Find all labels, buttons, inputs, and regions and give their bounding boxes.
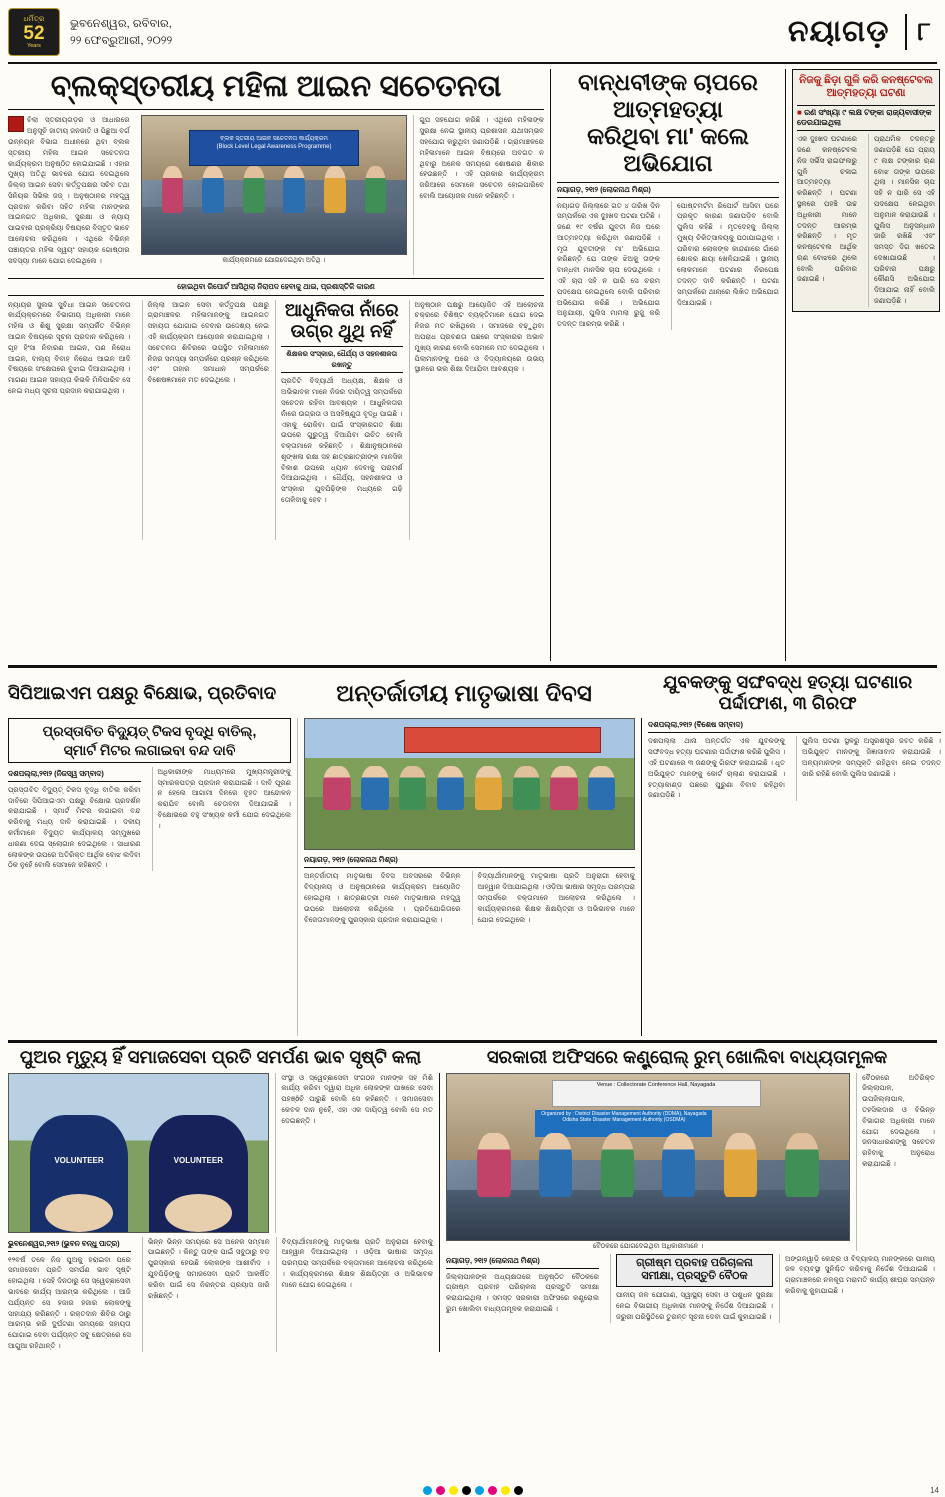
control-room-col-4: ବୈଠକରେ ଅତିରିକ୍ତ ଜିଲ୍ଲାପାଳ, ଉପଜିଲ୍ଲାପାଳ, ତହସିଲଦାର ଓ ବିଭିନ୍ନ ବିଭାଗର ଅଧିକାରୀ ମାନେ ଯୋଗ ଦେଇଥିଲେ । ଜନସାଧାରଣଙ୍କୁ ସଚେତନ ରହିବାକୁ ଅନୁରୋଧ କରାଯାଇଛି । <box>856 1073 935 1251</box>
lead-col-1: ବିଲା ସ୍ତରୀୟଗଡ଼ର ଓ ଆଧାରରେ ଅନୁସୂଚି ଜାତୀୟ ଜନଜାତି ଓ ପିଛୁଆ ବର୍ଗ ଉନ୍ନୟନ ବିଭାଗ ଅଧୀନରେ ଥିବା ବ୍ଲକ ସ୍ତରୀୟ ମହିଳା ଆଇନ ସଚେତନତା କାର୍ଯ୍ୟକ୍ରମ ଅନୁଷ୍ଠିତ ହୋଇଯାଇଛି । ଏହାର ମୁଖ୍ୟ ଅତିଥି ଭାବରେ ଯୋଗ ଦେଇଥିଲେ ଜିଲ୍ଲା ଆଇନ ସେବା କର୍ତ୍ତୃପକ୍ଷର ସଚିବ ତଥା ସିନିୟର ସିଭିଲ ଜଜ୍ । ଅନୁଷ୍ଠାନର ମହତ୍ତ୍ୱ ପ୍ରଦାନ କରିବା ସହିତ ମହିଳା ମାନଙ୍କର ଆଇନଗତ ଅଧିକାର, ସୁରକ୍ଷା ଓ ନ୍ୟାୟ ପାଇବାର ପ୍ରକ୍ରିୟା ବିଷୟରେ ବିସ୍ତୃତ ଭାବେ ଆଲୋଚନା କରିଥିଲେ । ଏଥିରେ ବିଭିନ୍ନ ପଞ୍ଚାୟତର ମହିଳା ସ୍ୱୟଂ ସହାୟକ ଗୋଷ୍ଠୀର ସଦସ୍ୟା ମାନେ ଯୋଗ ଦେଇଥିଲେ । <box>8 116 130 265</box>
volunteer-photo <box>8 1073 269 1233</box>
murder-col-1: ଦଶପଲ୍ଲା ଥାନା ଅନ୍ତର୍ଗତ ଏକ ଯୁବକଙ୍କୁ ସଙ୍ଘବଦ୍ଧ ହତ୍ୟା ଘଟଣାର ପର୍ଦ୍ଦାଫାଶ କରିଛି ପୁଲିସ । ଏହି ଘଟଣାରେ ୩ ଜଣଙ୍କୁ ଗିରଫ କରାଯାଇଛି । ଧୃତ ଅଭିଯୁକ୍ତ ମାନଙ୍କୁ କୋର୍ଟ ଚାଲାଣ କରାଯାଇଛି । ହତ୍ୟାକାଣ୍ଡ ପଛରେ ପୁରୁଣା ବିବାଦ ରହିଥିବା ଜଣାପଡ଼ିଛି । <box>648 737 786 800</box>
logo-anniversary-number: 52 <box>23 22 45 44</box>
volunteer-col-1-wrap <box>8 1237 136 1352</box>
lead-col-4: ଗୁପ ସହଯୋଗ କରିଛି । ଏଥିରେ ମହିଳାଙ୍କ ସୁରକ୍ଷା ନେଇ ସ୍ଥାନୀୟ ପ୍ରଶାସନ ଯଥାସମ୍ଭବ ସହଯୋଗ କରୁଥିବା ଜଣାପଡ଼ିଛି । ଗ୍ରାମାଞ୍ଚଳରେ ମହିଳାମାନେ ଆଇନ ବିଷୟରେ ଅବଗତ ନ ଥିବାରୁ ଅନେକ ସମୟରେ ଶୋଷଣର ଶିକାର ହେଉଛନ୍ତି । ଏହି ପ୍ରକାର କାର୍ଯ୍ୟକ୍ରମ ଜରିଆରେ ସେମାନେ ସଚେତନ ହୋଇପାରିବେ ବୋଲି ଆୟୋଜକ ମାନେ କହିଛନ୍ତି । <box>413 115 544 275</box>
color-registration-bar <box>0 1483 945 1497</box>
lead-photo-banner-text: ବ୍ଲକ ସ୍ତରୀୟ ଆଇନ ସଚେତନତା କାର୍ଯ୍ୟକ୍ରମ (Block Level Legal Awareness Programme) <box>216 135 332 150</box>
lead-photo-caption: କାର୍ଯ୍ୟକ୍ରମରେ ଯୋଗଦେଇଥିବା ଅତିଥି । <box>222 257 326 265</box>
cpim-byline: ଦଶପଲ୍ଲା,୨୧ା୨ (ନିଜସ୍ୱ ସମ୍ବାଦ) <box>8 767 141 782</box>
volunteer-badge-left: VOLUNTEER <box>54 1155 104 1165</box>
band2-headlines <box>8 672 937 714</box>
volunteer-col-1: ୧୨ବର୍ଷ ତଳେ ନିଜ ପୁଅକୁ ହରାଇବା ପରେ ସମାଜସେବା ପ୍ରତି ସମର୍ପଣ ଭାବ ସୃଷ୍ଟି ହୋଇଥିଲା । ସେହି ଦିନଠାରୁ ସେ ସ୍ୱେଚ୍ଛାସେବୀ ଭାବରେ କାର୍ଯ୍ୟ ଆରମ୍ଭ କରିଥିଲେ । ଆଜି ପର୍ଯ୍ୟନ୍ତ ସେ ହଜାର ହଜାର ଲୋକଙ୍କୁ ସାହାଯ୍ୟ କରିଛନ୍ତି । ରକ୍ତଦାନ ଶିବିର ଠାରୁ ଆରମ୍ଭ କରି ଦୁର୍ଘଟଣା ସମୟରେ ସହାୟତା ଯୋଗାଇ ଦେବା ପର୍ଯ୍ୟନ୍ତ ସବୁ କ୍ଷେତ୍ରରେ ସେ ଆଗୁଆ ରହିଥାନ୍ତି । <box>8 1255 131 1350</box>
language-byline: ନୟାଗଡ଼, ୨୧ା୨ (ଲୋକନାଥ ମିଶ୍ର) <box>304 853 635 868</box>
control-room-byline: ନୟାଗଡ଼, ୨୧ା୨ (ଲୋକନାଥ ମିଶ୍ର) <box>446 1254 599 1269</box>
volunteer-byline: ଭୁବନେଶ୍ୱର,୨୧ା୨ (ଭୁବନ ବନ୍ଧୁ ପାତ୍ର) <box>8 1237 131 1252</box>
lead-subhead: ହୋଇଥିବା ରିପୋର୍ଟ ଆସିଥିଲା ନିରାପଦ ହେବାକୁ ଥାଇ, ପ୍ରଶାସ୍ତିଳି କାରଣ <box>8 278 544 295</box>
masthead-dateline <box>70 14 172 51</box>
cpim-col-1: ପ୍ରସ୍ତାବିତ ବିଦ୍ୟୁତ୍ ଟିକସ ବୃଦ୍ଧି ବାତିଲ କରିବା ଦାବିରେ ସିପିଆଇଏମ ପକ୍ଷରୁ ବିକ୍ଷୋଭ ପ୍ରଦର୍ଶନ କରାଯାଇଛି । ସ୍ମାର୍ଟ ମିଟର ଲଗାଇବା ବନ୍ଦ କରିବାକୁ ମଧ୍ୟ ଦାବି କରାଯାଇଛି । ଦଳୀୟ କର୍ମୀମାନେ ବିଦ୍ୟୁତ କାର୍ଯ୍ୟାଳୟ ସମ୍ମୁଖରେ ଧାରଣା ଦେଇ ସ୍ଲୋଗାନ ଦେଇଥିଲେ । ସାଧାରଣ ଲୋକଙ୍କ ଉପରେ ଅତିରିକ୍ତ ଆର୍ଥିକ ବୋଝ ଲଦିବା ଠିକ ନୁହେଁ ବୋଲି ସେମାନେ କହିଛନ୍ତି । <box>8 785 141 870</box>
logo-bottom-text: Years <box>27 42 41 49</box>
lead-col-3: ଜିଲ୍ଲା ଆଇନ ସେବା କର୍ତ୍ତୃପକ୍ଷ ପକ୍ଷରୁ ଗ୍ରାମାଞ୍ଚଳର ମହିଳାମାନଙ୍କୁ ଆଇନଗତ ସହାୟତା ଯୋଗାଇ ଦେବାର ଉଦ୍ଦେଶ୍ୟ ନେଇ ଏହି କାର୍ଯ୍ୟକ୍ରମ ଆୟୋଜନ କରାଯାଇଥିଲା । ସଚେତନତା ଶିବିରରେ ଉପସ୍ଥିତ ମହିଳାମାନେ ନିଜର ସମସ୍ୟା ସମ୍ପର୍କରେ ପ୍ରଶ୍ନ କରିଥିଲେ ଏବଂ ତାହାର ସମାଧାନ ସମ୍ପର୍କରେ ବିଶେଷଜ୍ଞମାନେ ମତ ଦେଇଥିଲେ । <box>142 300 270 540</box>
control-room-organizer-sign: Organized by : District Disaster Management Authority (DDMA), Nayagada Odisha State Disaster Management Authority (OSDMA) <box>535 1110 712 1137</box>
volunteer-badge-right: VOLUNTEER <box>173 1155 223 1165</box>
cpim-band-title: ସିପିଆଇଏମ ପକ୍ଷରୁ ବିକ୍ଷୋଭ, ପ୍ରତିବାଦ <box>8 682 277 703</box>
murder-section <box>641 718 941 1036</box>
modernity-section <box>275 300 403 540</box>
volunteer-col-2: ଭିନ୍ନ ଭିନ୍ନ ସମୟରେ ସେ ଅନେକ ସମ୍ମାନ ପାଇଛନ୍ତି । କିନ୍ତୁ ତାଙ୍କ ପାଇଁ ସବୁଠାରୁ ବଡ଼ ପୁରସ୍କାର ହେଉଛି ଲୋକଙ୍କ ଆଶୀର୍ବାଦ । ଯୁବପିଢ଼ିଙ୍କୁ ସମାଜସେବା ପ୍ରତି ଆକର୍ଷିତ କରିବା ପାଇଁ ସେ ନିରନ୍ତର ପ୍ରୟାସ ଜାରି ରଖିଛନ୍ତି । <box>142 1237 270 1352</box>
masthead-place: ଭୁବନେଶ୍ୱର, ରବିବାର, <box>70 17 172 30</box>
band3-divider <box>8 1040 937 1043</box>
lead-col-2: ନ୍ୟାୟର ସୁଲଭ ସୁବିଧା ଆଇନ ସଚେତନତା କାର୍ଯ୍ୟକ୍ରମରେ ବିଭାଗୀୟ ଅଧିକାରୀ ମାନେ ମହିଳା ଓ ଶିଶୁ ସୁରକ୍ଷା ସମ୍ପର୍କିତ ବିଭିନ୍ନ ଆଇନ ବିଷୟରେ ସୂଚନା ପ୍ରଦାନ କରିଥିଲେ । ଗୃହ ହିଂସା ନିବାରଣ ଆଇନ, ପଣ ନିରୋଧ ଆଇନ, ବାଲ୍ୟ ବିବାହ ନିରୋଧ ଆଇନ ଆଦି ବିଷୟରେ ସଂକ୍ଷେପରେ ବୁଝାଇ ଦିଆଯାଇଥିଲା । ମାଗଣା ଆଇନ ସହାୟତା କିଭଳି ମିଳିପାରିବ ସେ ନେଇ ମଧ୍ୟ ସୂଚନା ପ୍ରଦାନ କରାଯାଇଥିଲା । <box>8 300 131 395</box>
boxed-bullet: ■ ରଣ ସଂଖ୍ୟା ୯ ଲକ୍ଷ ଟଙ୍କା ରାଜ୍ୟବାସୀଙ୍କ ଡେରଯାଇଥିଲା <box>797 105 935 131</box>
control-room-col-1-wrap <box>446 1254 604 1323</box>
publication-logo <box>8 8 60 56</box>
volunteer-col-3: ସଂସ୍ଥା ଓ ସ୍ୱେଚ୍ଛାସେବୀ ସଂଗଠନ ମାନଙ୍କ ସହ ମିଶି କାର୍ଯ୍ୟ କରିବା ଦ୍ୱାରା ଅଧିକ ଲୋକଙ୍କ ପାଖରେ ସେବା ପହଞ୍ôଚି ପାରୁଛି ବୋଲି ସେ କହିଛନ୍ତି । ସମାଜସେବା କେବଳ ଦାନ ନୁହେଁ, ଏହା ଏକ ଦାୟିତ୍ୱ ବୋଲି ସେ ମତ ଦେଇଛନ୍ତି । <box>275 1073 433 1233</box>
boxed-headline: ନିଜକୁ ଛିଡ଼ା ଗୁଳି କରି କନଷ୍ଟେବଲ ଆତ୍ମହତ୍ୟା ଘଟଣା <box>799 74 933 100</box>
modernity-headline: ଆଧୁନିକତା ନାଁରେ ଉଗ୍ର ଥୁଥି ନହିଁ <box>284 299 399 342</box>
page-number: ୮ <box>917 16 931 46</box>
control-room-photo-wrap <box>446 1073 850 1251</box>
cpim-col-2: ଅଧିକାରୀଙ୍କ ମାଧ୍ୟମରେ ମୁଖ୍ୟମନ୍ତ୍ରୀଙ୍କୁ ସ୍ମାରକପତ୍ର ପ୍ରଦାନ କରାଯାଇଛି । ଦାବି ପୂରଣ ନ ହେଲେ ଆଗାମୀ ଦିନରେ ବୃହତ ଆନ୍ଦୋଳନ କରାଯିବ ବୋଲି ଚେତାବନୀ ଦିଆଯାଇଛି । ବିକ୍ଷୋଭରେ ବହୁ ସଂଖ୍ୟକ କର୍ମୀ ଯୋଗ ଦେଇଥିଲେ । <box>152 767 292 871</box>
drop-cap-icon <box>8 116 24 132</box>
suicide-col-1: ନୟାଗଡ଼ ଜିଲ୍ଲାରେ ଗତ ୪ ତାରିଖ ଦିନ ସମ୍ପର୍କରେ ଏକ ଦୁଃଖଦ ଘଟଣା ଘଟିଛି । ଜଣେ ୧୯ ବର୍ଷର ଯୁବତୀ ନିଜ ଘରେ ଆତ୍ମହତ୍ୟା କରିଥିବା ଜଣାପଡ଼ିଛି । ମୃତା ଯୁବତୀଙ୍କ ମା' ଅଭିଯୋଗ କରିଛନ୍ତି ଯେ ତାଙ୍କ ଝିଅକୁ ତାଙ୍କ ବାନ୍ଧବୀ ମାନସିକ ଚାପ ଦେଉଥିଲେ । ଏହି ଚାପ ସହି ନ ପାରି ସେ ଚରମ ପଦକ୍ଷେପ ନେଇଥିଲେ ବୋଲି ପରିବାର ଅଭିଯୋଗ କରିଛି । ଅଭିଯୋଗ ଅନୁଯାୟୀ, ପୁଲିସ ମାମଲା ରୁଜୁ କରି ତଦନ୍ତ ଆରମ୍ଭ କରିଛି । <box>557 201 660 329</box>
band2-divider <box>8 665 937 668</box>
control-room-venue-sign: Venue : Collectorate Conference Hall, Nayagada <box>552 1080 761 1107</box>
murder-band-title: ଯୁବକଙ୍କୁ ସଙ୍ଘବଦ୍ଧ ହତ୍ୟା ଘଟଣାର ପର୍ଦ୍ଦାଫାଶ, ୩ ଗିରଫ <box>663 672 913 714</box>
cpim-section <box>8 718 291 1036</box>
suicide-section <box>550 69 779 661</box>
band3-headlines <box>8 1047 937 1068</box>
logo-top-text: ଧର୍ମିତ୍ର <box>23 15 45 23</box>
language-band-title: ଅନ୍ତର୍ଜାତୀୟ ମାତୃଭାଷା ଦିବସ <box>336 679 592 706</box>
cpim-subhead: ପ୍ରସ୍ତାବିତ ବିଦ୍ୟୁତ୍ ଟିକସ ବୃଦ୍ଧି ବାତିଲ୍, ସ୍ମାର୍ଟ ମିଟର ଲଗାଇବା ବନ୍ଦ ଦାବି <box>8 718 291 762</box>
language-col-2: ବିଦ୍ୟାର୍ଥୀମାନଙ୍କୁ ମାତୃଭାଷା ପ୍ରତି ଅନୁରାଗୀ ହେବାକୁ ଆହ୍ୱାନ ଦିଆଯାଇଥିଲା । ଓଡ଼ିଆ ଭାଷାର ସମୃଦ୍ଧ ପରମ୍ପରା ସମ୍ପର୍କରେ ବକ୍ତାମାନେ ଆଲୋଚନା କରିଥିଲେ । କାର୍ଯ୍ୟକ୍ରମରେ ଶିକ୍ଷକ ଶିକ୍ଷୟିତ୍ରୀ ଓ ଅଭିଭାବକ ମାନେ ଯୋଗ ଦେଇଥିଲେ । <box>472 871 636 925</box>
language-col-1: ଅନ୍ତର୍ଜାତୀୟ ମାତୃଭାଷା ଦିବସ ଅବସରରେ ବିଭିନ୍ନ ବିଦ୍ୟାଳୟ ଓ ଅନୁଷ୍ଠାନରେ କାର୍ଯ୍ୟକ୍ରମ ଆୟୋଜିତ ହୋଇଥିଲା । ଛାତ୍ରଛାତ୍ରୀ ମାନେ ମାତୃଭାଷାର ମହତ୍ତ୍ୱ ଉପରେ ଆଲୋଚନା କରିଥିଲେ । ପ୍ରତିଯୋଗିତାରେ ବିଜେତାମାନଙ୍କୁ ପୁରସ୍କାର ପ୍ରଦାନ କରାଯାଇଥିଲା । <box>304 872 461 924</box>
boxed-section <box>785 69 940 661</box>
modernity-col-2: ଅନୁଷ୍ଠାନ ପକ୍ଷରୁ ଆୟୋଜିତ ଏହି ଆଲୋଚନା ଚକ୍ରରେ ବିଶିଷ୍ଟ ବ୍ୟକ୍ତିମାନେ ଯୋଗ ଦେଇ ନିଜର ମତ ରଖିଥିଲେ । ସମାଜରେ ବଢ଼ୁଥିବା ଅପରାଧ ପ୍ରବଣତା ପଛରେ ସଂସ୍କାରର ଅଭାବ ମୁଖ୍ୟ କାରଣ ବୋଲି ସେମାନେ ମତ ଦେଇଥିଲେ । ପିଲାମାନଙ୍କୁ ଘରେ ଓ ବିଦ୍ୟାଳୟରେ ଉଭୟ ସ୍ଥାନରେ ଭଲ ଶିକ୍ଷା ଦିଆଯିବା ଆବଶ୍ୟକ । <box>409 300 544 540</box>
top-block <box>8 69 937 661</box>
control-room-band-title: ସରକାରୀ ଅଫିସରେ କଣ୍ଟ୍ରୋଲ୍ ରୁମ୍ ଖୋଲିବା ବାଧ୍ୟତାମୂଳକ <box>486 1047 888 1068</box>
suicide-byline: ନୟାଗଡ଼, ୨୧ା୨ (ଲୋକନାଥ ମିଶ୍ର) <box>557 183 779 198</box>
boxed-col-2: ପ୍ରାଥମିକ ତଦନ୍ତରୁ ଜଣାପଡ଼ିଛି ଯେ ପ୍ରାୟ ୯ ଲକ୍ଷ ଟଙ୍କାର ଋଣ ବୋଝ ତାଙ୍କ ଉପରେ ଥିଲା । ମାନସିକ ଚାପ ସହି ନ ପାରି ସେ ଏହି ପଦକ୍ଷେପ ନେଇଥିବା ଅନୁମାନ କରାଯାଉଛି । ପୁଲିସ ଅନୁସନ୍ଧାନ ଜାରି ରଖିଛି ଏବଂ ସମସ୍ତ ଦିଗ ଖତେଇ ଦେଖାଯାଉଛି । ପରିବାର ପକ୍ଷରୁ କୌଣସି ଅଭିଯୋଗ ଦିଆଯାଇ ନାହିଁ ବୋଲି ଜଣାପଡ଼ିଛି । <box>868 134 935 307</box>
language-photo <box>304 718 635 850</box>
control-room-subhead: ଗ୍ରୀଷ୍ମ ପ୍ରବାହ ପରିଚାଳନା ସମୀକ୍ଷା, ପ୍ରସ୍ତୁତି ବୈଠକ <box>616 1254 773 1288</box>
murder-byline: ଦଶପଲ୍ଲା,୨୧ା୨ (ବିଶେଷ ସମ୍ବାଦ) <box>648 718 941 733</box>
language-section <box>297 718 635 1036</box>
bottom-block <box>8 1073 937 1352</box>
volunteer-section <box>8 1073 433 1352</box>
lead-photo <box>141 115 408 255</box>
boxed-story <box>792 69 940 312</box>
modernity-col-1: ପ୍ରତିଟି ବିଦ୍ୟାର୍ଥୀ ଅଧ୍ୟକ୍ଷ, ଶିକ୍ଷକ ଓ ଅଭିଭାବକ ମାନେ ନିଜର ଦାୟିତ୍ୱ ସମ୍ପର୍କରେ ସଚେତନ ରହିବା ଆବଶ୍ୟକ । ଆଧୁନିକତାର ନାଁରେ ଉଗ୍ରତା ଓ ଅସହିଷ୍ଣୁତା ବୃଦ୍ଧି ପାଇଛି । ଏହାକୁ ରୋକିବା ପାଇଁ ସଂସ୍କାରଗତ ଶିକ୍ଷା ଉପରେ ଗୁରୁତ୍ୱ ଦିଆଯିବା ଉଚିତ ବୋଲି ବକ୍ତାମାନେ କହିଛନ୍ତି । ଶିକ୍ଷାନୁଷ୍ଠାନରେ ଶୃଙ୍ଖଳା ରକ୍ଷା ସହ ଛାତ୍ରଛାତ୍ରୀଙ୍କ ମାନସିକ ବିକାଶ ଉପରେ ଧ୍ୟାନ ଦେବାକୁ ପରାମର୍ଶ ଦିଆଯାଇଥିଲା । ଧୈର୍ଯ୍ୟ, ସହନଶୀଳତା ଓ ସଂସ୍କାର ଯୁବପିଢ଼ିଙ୍କ ମଧ୍ୟରେ ଗଢ଼ି ତୋଳିବାକୁ ହେବ । <box>281 377 403 504</box>
middle-block <box>8 718 941 1036</box>
control-room-col-2: ପାନୀୟ ଜଳ ଯୋଗାଣ, ସ୍ୱାସ୍ଥ୍ୟ ସେବା ଓ ପଶୁଧନ ସୁରକ୍ଷା ନେଇ ବିଭାଗୀୟ ଅଧିକାରୀ ମାନଙ୍କୁ ନିର୍ଦ୍ଦେଶ ଦିଆଯାଇଛି । ଜରୁରୀ ପରିସ୍ଥିତିରେ ତୁରନ୍ତ ସୂଚନା ଦେବା ପାଇଁ କୁହାଯାଇଛି । <box>616 1291 773 1321</box>
modernity-subhead: ଶିକ୍ଷକର ସଂସ୍କାର, ଧୈର୍ଯ୍ୟ ଓ ସହନଶୀଳତା ରଖନ୍ତୁ <box>281 346 403 374</box>
control-room-col-2-wrap <box>610 1254 773 1323</box>
suicide-headline: ବାନ୍ଧବୀଙ୍କ ଚାପରେ ଆତ୍ମହତ୍ୟା କରିଥିବା ମା' କଲେ ଅଭିଯୋଗ <box>557 69 779 183</box>
control-room-caption: ବୈଠକରେ ଯୋଗଦେଇଥିବା ଅଧିକାରୀମାନେ । <box>593 1242 704 1250</box>
control-room-col-3: ଅଙ୍ଗନୱାଡ଼ି କେନ୍ଦ୍ର ଓ ବିଦ୍ୟାଳୟ ମାନଙ୍କରେ ପାନୀୟ ଜଳ ବ୍ୟବସ୍ଥା ସୁନିଶ୍ଚିତ କରିବାକୁ ନିର୍ଦ୍ଦେଶ ଦିଆଯାଇଛି । ଗ୍ରାମାଞ୍ଚଳରେ ନଳକୂପ ମରାମତି କାର୍ଯ୍ୟ ଶୀଘ୍ର ସମ୍ପନ୍ନ କରିବାକୁ କୁହାଯାଇଛି । <box>779 1254 935 1323</box>
suicide-col-2: ପୋଷ୍ଟମର୍ଟମ ରିପୋର୍ଟ ଆସିବା ପରେ ପ୍ରକୃତ କାରଣ ଜଣାପଡ଼ିବ ବୋଲି ପୁଲିସ କହିଛି । ମୃତଦେହକୁ ଜିଲ୍ଲା ମୁଖ୍ୟ ଚିକିତ୍ସାଳୟକୁ ପଠାଯାଇଥିଲା । ପରିବାର ଲୋକଙ୍କ କାନ୍ଦଣାରେ ଗାଁରେ ଶୋକର ଛାୟା ଖେଳିଯାଇଛି । ସ୍ଥାନୀୟ ଲୋକମାନେ ଘଟଣାର ନିରପେକ୍ଷ ତଦନ୍ତ ଦାବି କରିଛନ୍ତି । ଘଟଣା ସମ୍ପର୍କରେ ଥାନାରେ ଲିଖିତ ଅଭିଯୋଗ ଦିଆଯାଇଛି । <box>671 201 779 330</box>
lead-section <box>8 69 544 661</box>
control-room-col-1: ଜିଲ୍ଲାପାଳଙ୍କ ଅଧ୍ୟକ୍ଷତାରେ ଅନୁଷ୍ଠିତ ବୈଠକରେ ଗ୍ରୀଷ୍ମ ପ୍ରବାହ ପରିଚାଳନା ପ୍ରସ୍ତୁତି ସମୀକ୍ଷା କରାଯାଇଥିଲା । ସମସ୍ତ ସରକାରୀ ଅଫିସରେ କଣ୍ଟ୍ରୋଲ ରୁମ ଖୋଲିବା ବାଧ୍ୟତାମୂଳକ କରାଯାଇଛି । <box>446 1272 599 1314</box>
masthead-divider <box>905 14 907 50</box>
volunteer-band-title: ପୁଅର ମୃତ୍ୟୁ ହିଁ ସମାଜସେବା ପ୍ରତି ସମର୍ପଣ ଭାବ ସୃଷ୍ଟି କଲା <box>19 1047 422 1068</box>
volunteer-photo-wrap <box>8 1073 269 1233</box>
cpim-col-1-wrap <box>8 767 146 871</box>
boxed-col-1: ଏକ ଦୁଃଖଦ ଘଟଣାରେ ଜଣେ କନଷ୍ଟେବଲ ନିଜ ସର୍ଭିସ ରାଇଫଲରୁ ଗୁଳି ଚଳାଇ ଆତ୍ମହତ୍ୟା କରିଛନ୍ତି । ଘଟଣା ସ୍ଥଳରେ ପହଞ୍ଚି ଉଚ୍ଚ ଅଧିକାରୀ ମାନେ ତଦନ୍ତ ଆରମ୍ଭ କରିଛନ୍ତି । ମୃତ କନଷ୍ଟେବଲ ଆର୍ଥିକ ଋଣ ବୋଝରେ ଥିଲେ ବୋଲି ପରିବାର ଜଣାଇଛି । <box>797 135 858 284</box>
lead-headline: ବ୍ଲକ୍‌ସ୍ତରୀୟ ମହିଳା ଆଇନ ସଚେତନତା <box>8 69 544 110</box>
lead-photo-wrap <box>141 115 408 275</box>
control-room-section <box>439 1073 935 1352</box>
masthead <box>8 6 937 64</box>
volunteer-col-4: ବିଦ୍ୟାର୍ଥୀମାନଙ୍କୁ ମାତୃଭାଷା ପ୍ରତି ଅନୁରାଗୀ ହେବାକୁ ଆହ୍ୱାନ ଦିଆଯାଇଥିଲା । ଓଡ଼ିଆ ଭାଷାର ସମୃଦ୍ଧ ପରମ୍ପରା ସମ୍ପର୍କରେ ବକ୍ତାମାନେ ଆଲୋଚନା କରିଥିଲେ । କାର୍ଯ୍ୟକ୍ରମରେ ଶିକ୍ଷକ ଶିକ୍ଷୟିତ୍ରୀ ଓ ଅଭିଭାବକ ମାନେ ଯୋଗ ଦେଇଥିଲେ । <box>276 1237 433 1352</box>
edition-title: ନୟାଗଡ଼ <box>787 15 890 48</box>
page-number-bottom: 14 <box>930 1486 939 1495</box>
control-room-photo <box>446 1073 850 1241</box>
masthead-date: ୨୨ ଫେବ୍ରୁଆରୀ, ୨୦୨୨ <box>70 35 173 47</box>
murder-col-2: ପୁଲିସ ଘଟଣା ସ୍ଥଳରୁ ଅସ୍ତ୍ରଶସ୍ତ୍ର ଜବତ କରିଛି । ଅଭିଯୁକ୍ତ ମାନଙ୍କୁ ଜିଜ୍ଞାସାବାଦ କରାଯାଉଛି । ଅନ୍ୟମାନଙ୍କ ସମ୍ପୃକ୍ତି ରହିଥିବା ନେଇ ତଦନ୍ତ ଜାରି ରହିଛି ବୋଲି ପୁଲିସ ଜଣାଇଛି । <box>796 736 941 801</box>
